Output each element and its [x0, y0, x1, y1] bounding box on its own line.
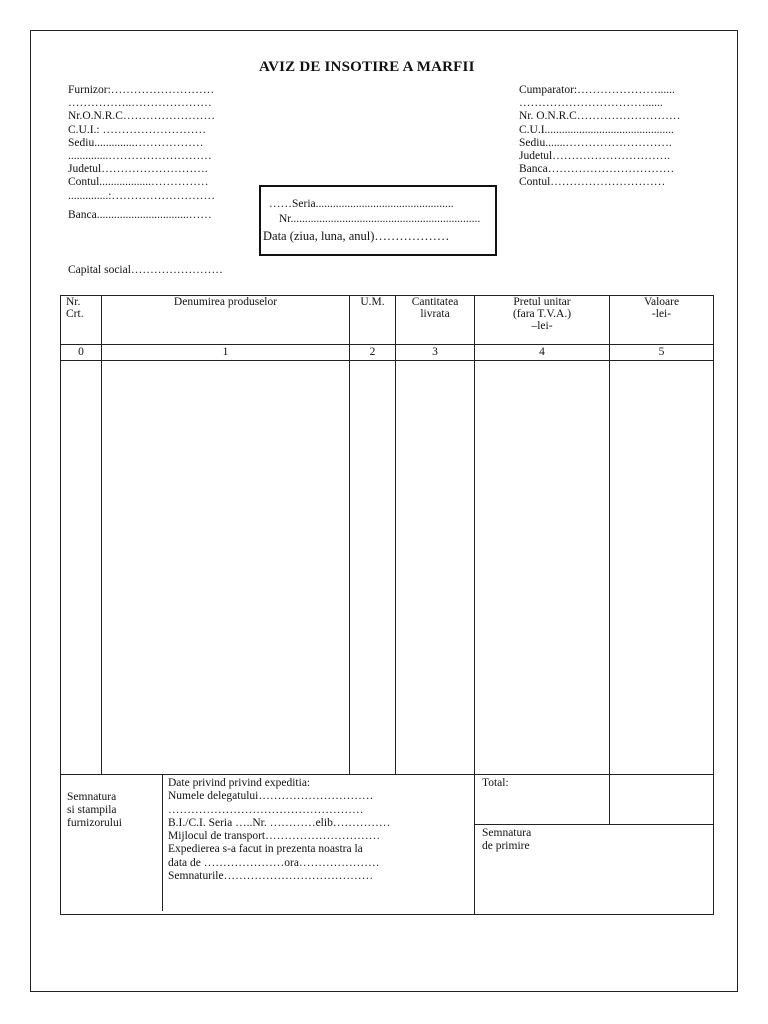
- supplier-block: [68, 84, 253, 222]
- receipt-signature: Semnatura de primire: [475, 825, 714, 915]
- buyer-line: ……………………………......: [519, 97, 663, 110]
- cell-valoare: [610, 361, 714, 775]
- total-label: Total:: [475, 775, 610, 825]
- invoice-series: ……Seria................................................: [269, 198, 454, 210]
- cell-cantitate: [396, 361, 475, 775]
- invoice-number: Nr..................................................................: [279, 213, 481, 225]
- capital-social: Capital social……………………: [68, 264, 223, 276]
- supplier-line: Judetul……………………….: [68, 163, 208, 176]
- buyer-line: Judetul………………………….: [519, 149, 671, 162]
- supplier-line: Furnizor:………………………: [68, 84, 215, 96]
- header-um: U.M.: [350, 296, 396, 345]
- header-nr-crt: Nr. Crt.: [61, 296, 102, 345]
- table-header-row: [61, 296, 714, 345]
- invoice-date: Data (ziua, luna, anul)………………: [263, 229, 450, 243]
- supplier-line: Nr.O.N.R.C……………………: [68, 110, 215, 123]
- table-body-row: [61, 361, 714, 775]
- cell-um: [350, 361, 396, 775]
- column-index: 1: [102, 345, 350, 361]
- supplier-line: Sediu..............………………: [68, 136, 204, 149]
- buyer-line: Sediu.......……………………….: [519, 136, 672, 149]
- supplier-line: ……………..…………………: [68, 97, 212, 110]
- column-index-row: [61, 345, 714, 361]
- buyer-line: Cumparator:…………………......: [519, 84, 675, 96]
- expedition-details: Date privind privind expeditia: Numele delegatului………………………… …………………………………………… B.I./C.I. Seria …..Nr. …………elib…………… Mijlocul de transport………………………… Expedierea s-a facut in prezenta noastra la data de …………………ora………………… Semnaturile…………………………………: [168, 777, 391, 883]
- invoice-id-box: [259, 185, 497, 256]
- header-cantitate: Cantitatea livrata: [396, 296, 475, 345]
- column-index: 2: [350, 345, 396, 361]
- header-valoare: Valoare -lei-: [610, 296, 714, 345]
- document-title: AVIZ DE INSOTIRE A MARFII: [259, 59, 475, 75]
- footer-row-top: [61, 775, 714, 825]
- supplier-line: Banca................................……: [68, 208, 212, 221]
- buyer-line: Banca……………………………: [519, 163, 675, 176]
- column-index: 3: [396, 345, 475, 361]
- products-table: [60, 295, 714, 915]
- supplier-line: C.U.I.: ………………………: [68, 123, 206, 136]
- buyer-line: C.U.I.............................................: [519, 123, 674, 136]
- buyer-block: [519, 84, 704, 190]
- cell-pret: [475, 361, 610, 775]
- column-index: 5: [610, 345, 714, 361]
- column-index: 4: [475, 345, 610, 361]
- buyer-line: Nr. O.N.R.C………………………: [519, 110, 681, 123]
- cell-denumire: [102, 361, 350, 775]
- header-pret-unitar: Pretul unitar (fara T.V.A.) –lei-: [475, 296, 610, 345]
- supplier-line: Contul..................……………: [68, 176, 209, 189]
- total-value: [610, 775, 714, 825]
- supplier-line: ..............:………………………: [68, 189, 215, 202]
- supplier-line: ..............………………………: [68, 149, 212, 162]
- supplier-signature: Semnatura si stampila furnizorului Date privind privind expeditia: Numele delegatului………………………… …………………………………………… B.I./C.I. Seria …..Nr. …………elib…………… Mijlocul de transport………………………… Expedierea s-a facut in prezenta noastra la data de …………………ora………………… Semnaturile…………………………………: [61, 775, 475, 915]
- buyer-line: Contul…………………………: [519, 176, 666, 189]
- header-denumire: Denumirea produselor: [102, 296, 350, 345]
- cell-nr-crt: [61, 361, 102, 775]
- column-index: 0: [61, 345, 102, 361]
